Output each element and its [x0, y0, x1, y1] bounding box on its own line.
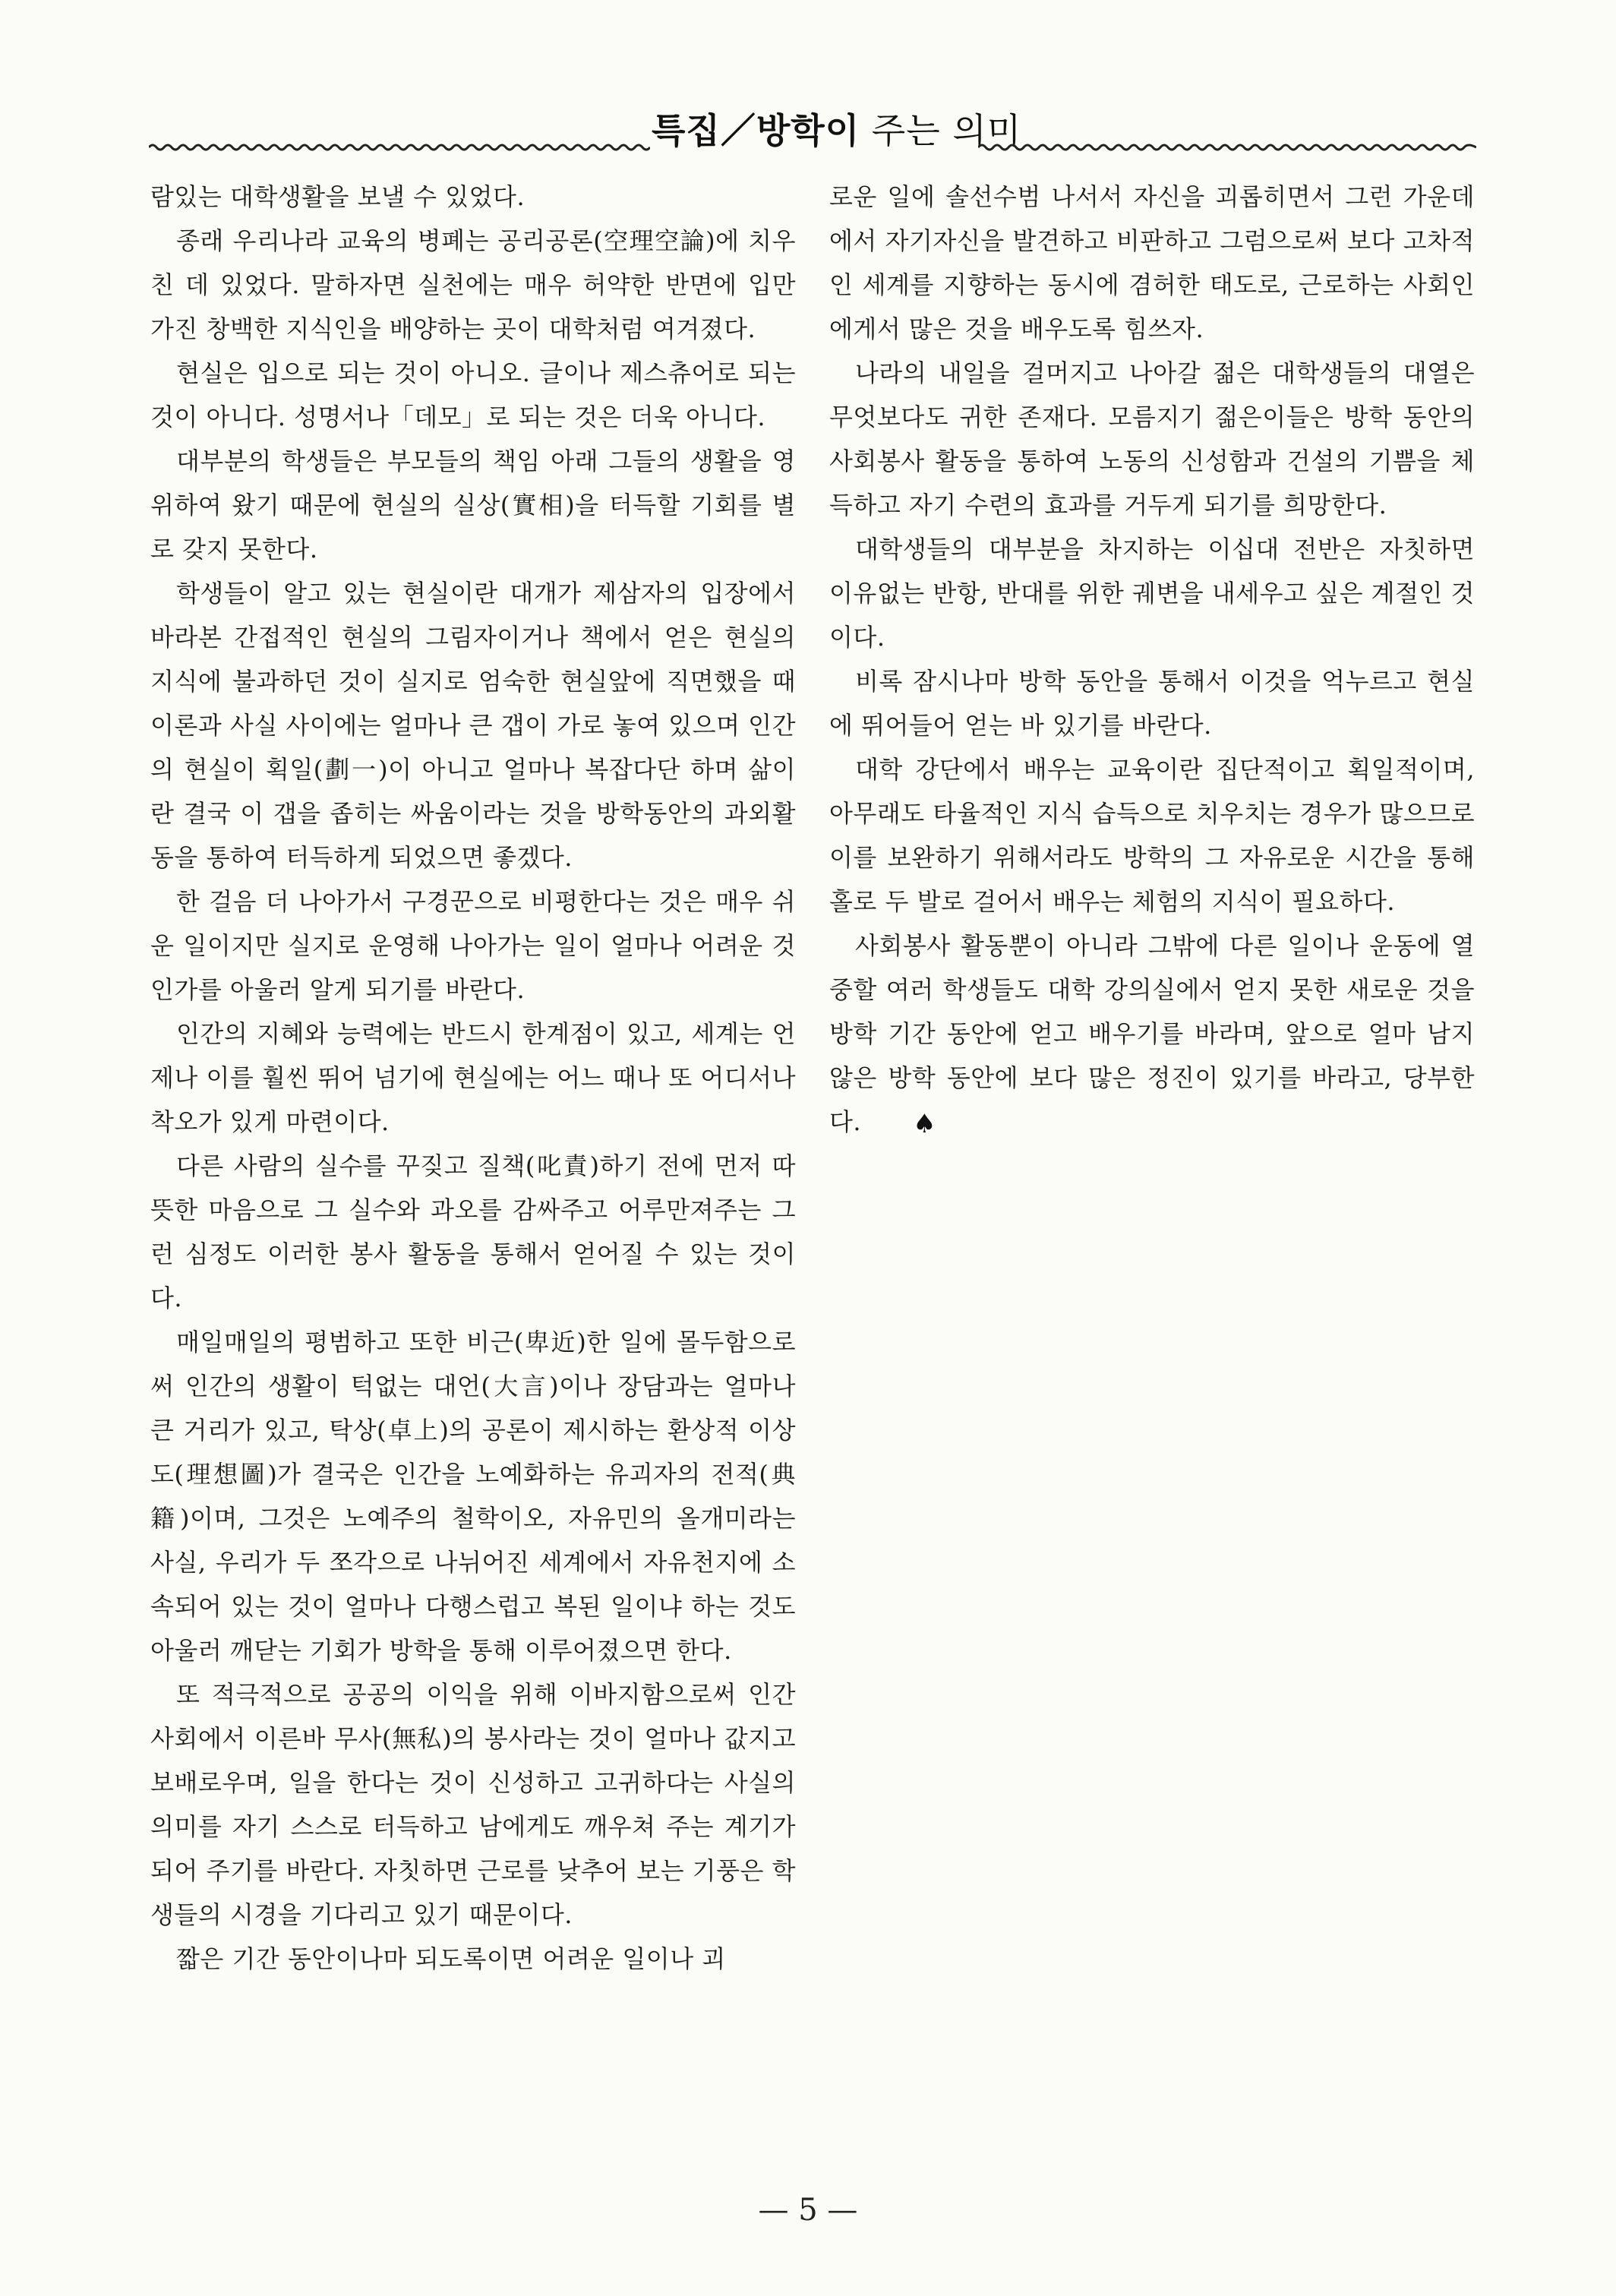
paragraph: 대부분의 학생들은 부모들의 책임 아래 그들의 생활을 영위하여 왔기 때문에 현실의 실상(實相)을 터득할 기회를 별로 갖지 못한다. [150, 447, 796, 564]
paragraph: 또 적극적으로 공공의 이익을 위해 이바지함으로써 인간 사회에서 이른바 무사(無私)의 봉사라는 것이 얼마나 값지고 보배로우며, 일을 한다는 것이 신성하고 고귀하다는 사실의 의미를 자기 스스로 터득하고 남에게도 깨우쳐 주는 계기가 되어 주기를 바란다. 자칫하면 근로를 낮추어 보는 기풍은 학생들의 시경을 기다리고 있기 때문이다. [150, 1680, 796, 1929]
spade-icon: ♠ [913, 1108, 937, 1139]
paragraph: 람있는 대학생활을 보낼 수 있었다. [150, 182, 526, 211]
section-title-bold: 특집／방학이 [652, 110, 860, 151]
paragraph: 인간의 지혜와 능력에는 반드시 한계점이 있고, 세계는 언제나 이를 훨씬 뛰어 넘기에 현실에는 어느 때나 또 어디서나 착오가 있게 마련이다. [150, 1019, 796, 1136]
paragraph: 매일매일의 평범하고 또한 비근(卑近)한 일에 몰두함으로써 인간의 생활이 턱없는 대언(大言)이나 장담과는 얼마나 큰 거리가 있고, 탁상(卓上)의 공론이 제시하는 환상적 이상도(理想圖)가 결국은 인간을 노예화하는 유괴자의 전적(典籍)이며, 그것은 노예주의 철학이오, 자유민의 올개미라는 사실, 우리가 두 쪼각으로 나뉘어진 세계에서 자유천지에 소속되어 있는 것이 얼마나 다행스럽고 복된 일이냐 하는 것도 아울러 깨닫는 기회가 방학을 통해 이루어졌으면 한다. [150, 1328, 796, 1665]
paragraph: 다른 사람의 실수를 꾸짖고 질책(叱責)하기 전에 먼저 따뜻한 마음으로 그 실수와 과오를 감싸주고 어루만져주는 그런 심정도 이러한 봉사 활동을 통해서 얻어질 수 있는 것이다. [150, 1151, 796, 1312]
paragraph-final-text: 사회봉사 활동뿐이 아니라 그밖에 다른 일이나 운동에 열중할 여러 학생들도 대학 강의실에서 얻지 못한 새로운 것을 방학 기간 동안에 얻고 배우기를 바라며, 앞으로 얼마 남지 않은 방학 동안에 보다 많은 정진이 있기를 바라고, 당부한다. [829, 931, 1475, 1136]
section-title [652, 106, 1022, 155]
page-header [149, 105, 1476, 158]
paragraph: 비록 잠시나마 방학 동안을 통해서 이것을 억누르고 현실에 뛰어들어 얻는 바 있기를 바란다. [829, 667, 1475, 740]
decorative-wave-right [978, 143, 1476, 152]
decorative-wave-left [149, 143, 650, 152]
paragraph: 로운 일에 솔선수범 나서서 자신을 괴롭히면서 그런 가운데에서 자기자신을 발견하고 비판하고 그럼으로써 보다 고차적인 세계를 지향하는 동시에 겸허한 태도로, 근로하는 사회인에게서 많은 것을 배우도록 힘쓰자. [829, 182, 1475, 343]
paragraph: 대학생들의 대부분을 차지하는 이십대 전반은 자칫하면 이유없는 반항, 반대를 위한 궤변을 내세우고 싶은 계절인 것이다. [829, 535, 1475, 652]
paragraph: 종래 우리나라 교육의 병폐는 공리공론(空理空論)에 치우친 데 있었다. 말하자면 실천에는 매우 허약한 반면에 입만 가진 창백한 지식인을 배양하는 곳이 대학처럼 여겨졌다. [150, 226, 796, 343]
right-column [829, 175, 1475, 1144]
paragraph: 짧은 기간 동안이나마 되도록이면 어려운 일이나 괴 [176, 1944, 726, 1973]
paragraph: 현실은 입으로 되는 것이 아니오. 글이나 제스츄어로 되는 것이 아니다. 성명서나「데모」로 되는 것은 더욱 아니다. [150, 358, 796, 431]
paragraph: 나라의 내일을 걸머지고 나아갈 젊은 대학생들의 대열은 무엇보다도 귀한 존재다. 모름지기 젊은이들은 방학 동안의 사회봉사 활동을 통하여 노동의 신성함과 건설의 기쁨을 체득하고 자기 수련의 효과를 거두게 되기를 희망한다. [829, 358, 1475, 520]
left-column [150, 175, 796, 1981]
page-number: — 5 — [758, 2193, 858, 2228]
paragraph: 대학 강단에서 배우는 교육이란 집단적이고 획일적이며, 아무래도 타율적인 지식 습득으로 치우치는 경우가 많으므로 이를 보완하기 위해서라도 방학의 그 자유로운 시간을 통해 홀로 두 발로 걸어서 배우는 체험의 지식이 필요하다. [829, 755, 1475, 916]
paragraph-final [829, 924, 1475, 1144]
section-title-light: 주는 의미 [860, 110, 1022, 151]
paragraph: 학생들이 알고 있는 현실이란 대개가 제삼자의 입장에서 바라본 간접적인 현실의 그림자이거나 책에서 얻은 현실의 지식에 불과하던 것이 실지로 엄숙한 현실앞에 직면했을 때 이론과 사실 사이에는 얼마나 큰 갭이 가로 놓여 있으며 인간의 현실이 획일(劃一)이 아니고 얼마나 복잡다단 하며 삶이란 결국 이 갭을 좁히는 싸움이라는 것을 방학동안의 과외활동을 통하여 터득하게 되었으면 좋겠다. [150, 579, 796, 872]
paragraph: 한 걸음 더 나아가서 구경꾼으로 비평한다는 것은 매우 쉬운 일이지만 실지로 운영해 나아가는 일이 얼마나 어려운 것인가를 아울러 알게 되기를 바란다. [150, 887, 796, 1004]
